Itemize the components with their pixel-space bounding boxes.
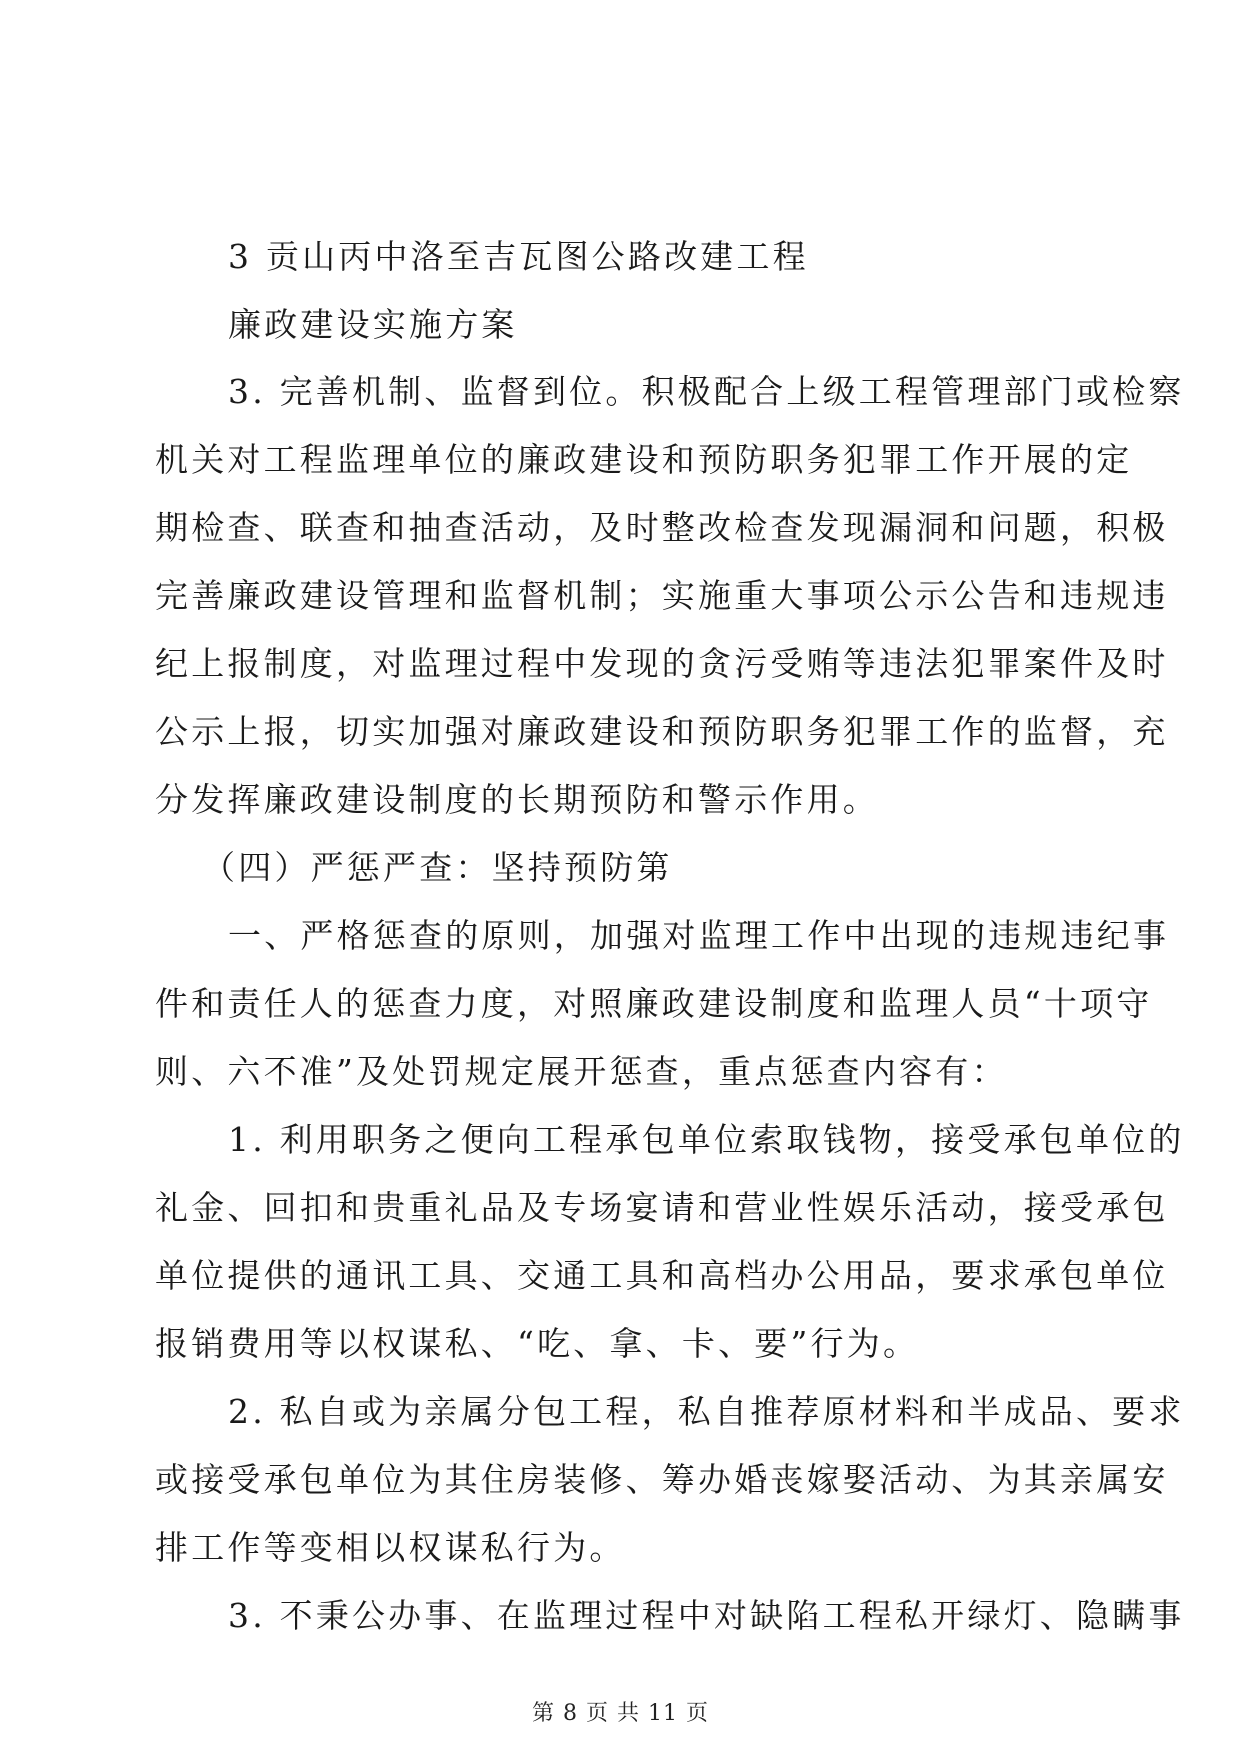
paragraph-line: 公示上报，切实加强对廉政建设和预防职务犯罪工作的监督，充 <box>155 712 1169 751</box>
paragraph-line: 单位提供的通讯工具、交通工具和高档办公用品，要求承包单位 <box>155 1256 1169 1295</box>
paragraph-line: 2. 私自或为亲属分包工程，私自推荐原材料和半成品、要求 <box>228 1392 1185 1431</box>
paragraph-line: 期检查、联查和抽查活动，及时整改检查发现漏洞和问题，积极 <box>155 508 1169 547</box>
paragraph-line: 件和责任人的惩查力度，对照廉政建设制度和监理人员“十项守 <box>155 984 1153 1023</box>
paragraph-line: 礼金、回扣和贵重礼品及专场宴请和营业性娱乐活动，接受承包 <box>155 1188 1169 1227</box>
plan-title-line: 廉政建设实施方案 <box>228 305 518 344</box>
section-heading: （四）严惩严查：坚持预防第 <box>202 848 673 887</box>
paragraph-line: 机关对工程监理单位的廉政建设和预防职务犯罪工作开展的定 <box>155 440 1133 479</box>
paragraph-line: 报销费用等以权谋私、“吃、拿、卡、要”行为。 <box>155 1324 920 1363</box>
paragraph-line: 一、严格惩查的原则，加强对监理工作中出现的违规违纪事 <box>228 916 1170 955</box>
page-footer: 第 8 页 共 11 页 <box>532 1701 709 1726</box>
paragraph-line: 3. 完善机制、监督到位。积极配合上级工程管理部门或检察 <box>228 372 1185 411</box>
paragraph-line: 3. 不秉公办事、在监理过程中对缺陷工程私开绿灯、隐瞒事 <box>228 1596 1185 1635</box>
paragraph-line: 纪上报制度，对监理过程中发现的贪污受贿等违法犯罪案件及时 <box>155 644 1169 683</box>
paragraph-line: 或接受承包单位为其住房装修、筹办婚丧嫁娶活动、为其亲属安 <box>155 1460 1169 1499</box>
paragraph-line: 则、六不准”及处罚规定展开惩查，重点惩查内容有： <box>155 1052 1008 1091</box>
paragraph-line: 1. 利用职务之便向工程承包单位索取钱物，接受承包单位的 <box>228 1120 1185 1159</box>
project-title-line: 3 贡山丙中洛至吉瓦图公路改建工程 <box>228 237 809 276</box>
paragraph-line: 分发挥廉政建设制度的长期预防和警示作用。 <box>155 780 879 819</box>
paragraph-line: 完善廉政建设管理和监督机制；实施重大事项公示公告和违规违 <box>155 576 1169 615</box>
paragraph-line: 排工作等变相以权谋私行为。 <box>155 1528 626 1567</box>
